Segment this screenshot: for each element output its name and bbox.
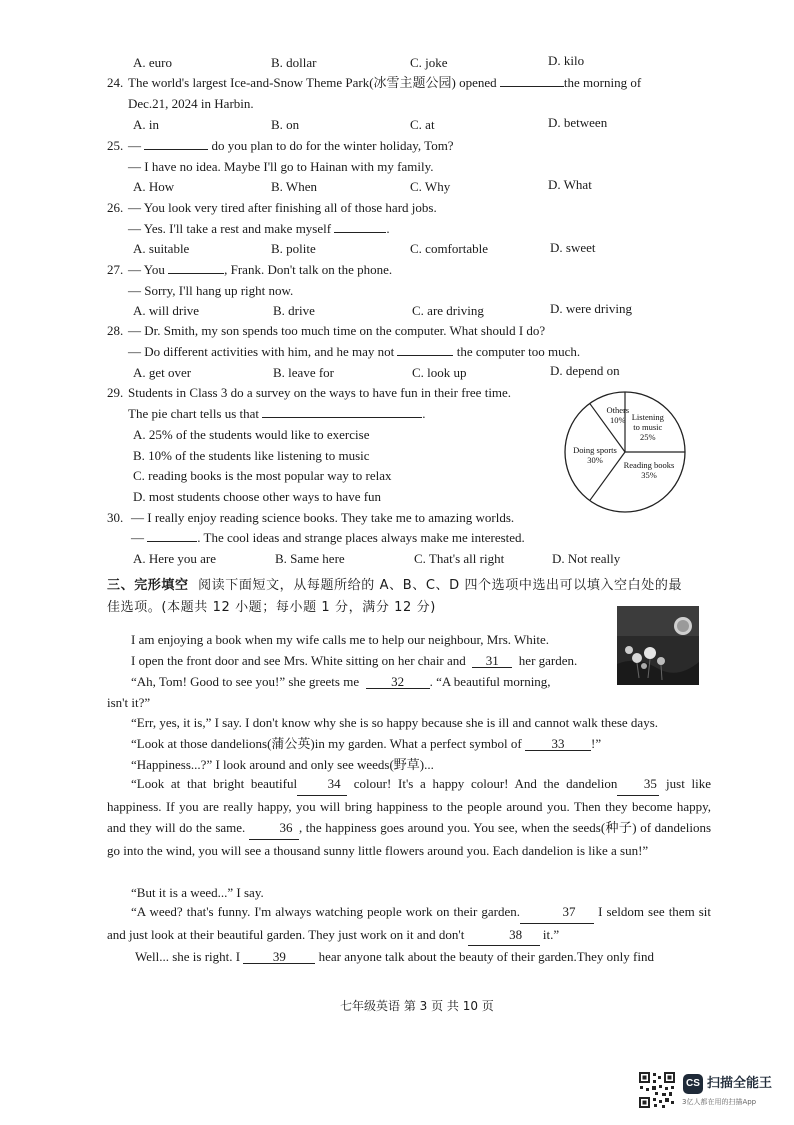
pie-slice-percent: 25%	[640, 431, 656, 442]
q28-option-a: A. get over	[133, 365, 192, 380]
q27-option-a: A. will drive	[133, 303, 200, 318]
q24-option-b: B. on	[271, 117, 300, 132]
page-footer: 七年级英语 第 3 页 共 10 页	[340, 999, 494, 1013]
answer-blank	[144, 149, 208, 150]
pie-chart	[555, 388, 705, 516]
pie-slice-percent: 10%	[610, 414, 626, 425]
q25-option-b: B. When	[271, 179, 317, 194]
q26-question-line1: — You look very tired after finishing all of those hard jobs.	[128, 200, 437, 215]
q29-option-b: B. 10% of the students like listening to music	[133, 448, 370, 463]
q28-question-line2: — Do different activities with him, and he may not the computer too much.	[128, 344, 581, 359]
passage-para-well: Well... she is right. I 39 hear anyone talk about the beauty of their garden.They only find	[135, 949, 654, 964]
qr-code-icon	[638, 1071, 676, 1109]
cloze-blank-36: 36	[249, 817, 299, 840]
q24-option-c: C. at	[410, 117, 435, 132]
q23-option-a: A. euro	[133, 55, 172, 70]
cloze-blank-33: 33	[525, 737, 591, 751]
q28-option-c: C. look up	[412, 365, 467, 380]
q23-option-b: B. dollar	[271, 55, 317, 70]
answer-blank	[397, 355, 453, 356]
q30-number: 30.	[107, 510, 124, 525]
q29-question-line2: The pie chart tells us that .	[128, 406, 426, 421]
cloze-blank-39: 39	[243, 950, 315, 964]
q27-question-line2: — Sorry, I'll hang up right now.	[128, 283, 294, 298]
q30-option-d: D. Not really	[552, 551, 621, 566]
q29-option-a: A. 25% of the students would like to exercise	[133, 427, 370, 442]
q30-option-a: A. Here you are	[133, 551, 217, 566]
passage-para-weed: “But it is a weed...” I say.	[131, 885, 264, 900]
section3-title: 三、完形填空	[107, 578, 189, 593]
q25-option-a: A. How	[133, 179, 175, 194]
answer-blank	[334, 232, 386, 233]
answer-blank	[262, 417, 422, 418]
q28-option-b: B. leave for	[273, 365, 335, 380]
q30-option-c: C. That's all right	[414, 551, 505, 566]
q27-number: 27.	[107, 262, 124, 277]
q26-option-d: D. sweet	[550, 240, 596, 255]
q29-option-d: D. most students choose other ways to have fun	[133, 489, 382, 504]
section3-title-line	[107, 579, 682, 592]
q25-question-line2: — I have no idea. Maybe I'll go to Hainan with my family.	[128, 159, 434, 174]
answer-blank	[500, 86, 564, 87]
q26-option-c: C. comfortable	[410, 241, 488, 256]
q26-question-line2: — Yes. I'll take a rest and make myself .	[128, 221, 390, 236]
passage-line-2: I open the front door and see Mrs. White sitting on her chair and 31 her garden.	[131, 653, 578, 668]
section3-instructions-line2: 佳选项。(本题共 12 小题；每小题 1 分，满分 12 分)	[107, 600, 436, 615]
passage-para-dandelions: “Look at those dandelions(蒲公英)in my garden. What a perfect symbol of 33 !”	[131, 736, 602, 751]
q25-option-d: D. What	[548, 177, 592, 192]
cloze-blank-34: 34	[297, 773, 347, 796]
section3-instructions: 阅读下面短文，从每题所给的 A、B、C、D 四个选项中选出可以填入空白处的最	[198, 578, 683, 593]
cloze-blank-31: 31	[472, 654, 512, 668]
q24-option-a: A. in	[133, 117, 159, 132]
q23-option-c: C. joke	[410, 55, 448, 70]
pie-slice-percent: 35%	[641, 470, 657, 480]
pie-slice-percent: 30%	[587, 455, 603, 465]
pie-slice-label: Reading books	[623, 460, 675, 470]
passage-line-3: “Ah, Tom! Good to see you!” she greets me 32 . “A beautiful morning,	[131, 674, 551, 689]
q27-option-b: B. drive	[273, 303, 315, 318]
cloze-blank-32: 32	[366, 675, 430, 689]
scanner-app-name: 扫描全能王	[707, 1076, 773, 1091]
q28-number: 28.	[107, 323, 124, 338]
q30-question-line1: — I really enjoy reading science books. They take me to amazing worlds.	[131, 510, 515, 525]
q29-number: 29.	[107, 385, 124, 400]
q29-option-c: C. reading books is the most popular way to relax	[133, 468, 392, 483]
pie-slice-label: Doing sports	[573, 445, 617, 455]
passage-line-1: I am enjoying a book when my wife calls me to help our neighbour, Mrs. White.	[131, 632, 550, 647]
q24-question-text: The world's largest Ice-and-Snow Theme Park(冰雪主题公园) opened the morning of	[128, 75, 642, 90]
q26-number: 26.	[107, 200, 124, 215]
q26-option-a: A. suitable	[133, 241, 190, 256]
cs-logo-icon: CS	[683, 1074, 703, 1094]
passage-para-colour: “Look at that bright beautiful 34 colour! It's a happy colour! And the dandelion 35 just like happiness. If you are really happy, you will bring happiness to the people around you. Then they become happy, and they will do the same. 36 , the happiness goes around you. You see, when the seeds(种子) of dandelions go into the wind, you will see a thousand sunny little flowers around you. Each dandelion is like a sun!”	[107, 773, 711, 861]
scanner-tagline: 3亿人都在用的扫描App	[682, 1098, 757, 1106]
pie-slice-label: Others	[606, 404, 630, 415]
q30-option-b: B. Same here	[275, 551, 345, 566]
q27-option-c: C. are driving	[412, 303, 484, 318]
q26-option-b: B. polite	[271, 241, 316, 256]
q28-option-d: D. depend on	[550, 363, 620, 378]
passage-para-funny: “A weed? that's funny. I'm always watching people work on their garden. 37 I seldom see them sit and just look at their beautiful garden. They just work on it and don't 38 it.”	[107, 901, 711, 946]
q23-option-d: D. kilo	[548, 53, 585, 68]
cloze-blank-38: 38	[468, 924, 540, 947]
dandelion-photo	[617, 606, 699, 685]
q24-option-d: D. between	[548, 115, 608, 130]
q27-question-line1: — You , Frank. Don't talk on the phone.	[128, 262, 393, 277]
q28-question-line1: — Dr. Smith, my son spends too much time on the computer. What should I do?	[128, 323, 546, 338]
q30-question-line2: — . The cool ideas and strange places always make me interested.	[131, 530, 525, 545]
q25-option-c: C. Why	[410, 179, 451, 194]
passage-para-err: “Err, yes, it is,” I say. I don't know why she is so happy because she is ill and cannot walk these days.	[131, 715, 659, 730]
answer-blank	[147, 541, 197, 542]
q29-question-line1: Students in Class 3 do a survey on the ways to have fun in their free time.	[128, 385, 512, 400]
q25-number: 25.	[107, 138, 124, 153]
answer-blank	[168, 273, 224, 274]
cloze-blank-35: 35	[617, 773, 659, 796]
q24-number: 24.	[107, 75, 124, 90]
q24-question-line2: Dec.21, 2024 in Harbin.	[128, 96, 254, 111]
passage-para-happiness: “Happiness...?” I look around and only see weeds(野草)...	[131, 757, 434, 772]
pie-slice-label: Listening	[631, 411, 664, 422]
q25-question-line1: — do you plan to do for the winter holiday, Tom?	[128, 138, 454, 153]
q27-option-d: D. were driving	[550, 301, 632, 316]
cloze-blank-37: 37	[520, 901, 594, 924]
passage-line-4: isn't it?”	[107, 695, 151, 710]
pie-slice-label: to music	[633, 421, 663, 432]
